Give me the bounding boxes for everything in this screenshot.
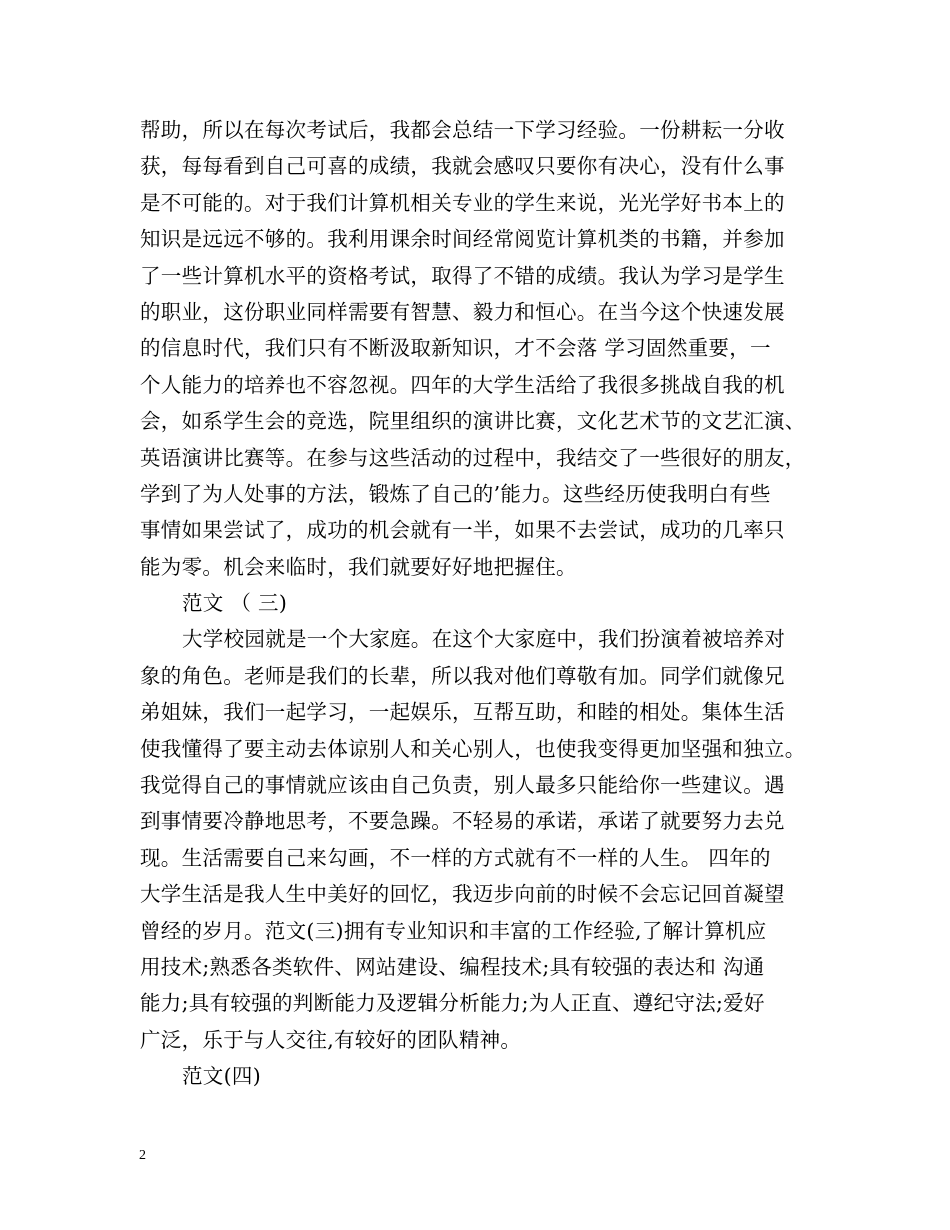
text-line: 学到了为人处事的方法，锻炼了自己的’能力。这些经历使我明白有些 [140,481,771,506]
text-line: 范文 （ 三) [182,591,288,616]
text-line: 是不可能的。对于我们计算机相关专业的学生来说，光光学好书本上的 [140,190,785,215]
text-line: 大学校园就是一个大家庭。在这个大家庭中，我们扮演着被培养对 [182,627,786,652]
text-line: 会，如系学生会的竞选，院里组织的演讲比赛，文化艺术节的文艺汇演、 [140,409,806,434]
text-line: 了一些计算机水平的资格考试，取得了不错的成绩。我认为学习是学生 [140,263,785,288]
text-line: 获，每每看到自己可喜的成绩，我就会感叹只要你有决心，没有什么事 [140,154,785,179]
text-line: 到事情要冷静地思考，不要急躁。不轻易的承诺，承诺了就要努力去兑 [140,809,785,834]
text-line: 的职业，这份职业同样需要有智慧、毅力和恒心。在当今这个快速发展 [140,299,785,324]
text-line: 曾经的岁月。范文(三)拥有专业知识和丰富的工作经验,了解计算机应 [140,918,767,943]
text-line: 帮助，所以在每次考试后，我都会总结一下学习经验。一份耕耘一分收 [140,118,785,142]
text-line: 大学生活是我人生中美好的回忆，我迈步向前的时候不会忘记回首凝望 [140,882,785,907]
text-line: 用技术;熟悉各类软件、网站建设、编程技术;具有较强的表达和 沟通 [140,954,765,979]
text-line: 事情如果尝试了，成功的机会就有一半，如果不去尝试，成功的几率只 [140,518,785,543]
page-number: 2 [139,1148,146,1163]
text-line: 能力;具有较强的判断能力及逻辑分析能力;为人正直、遵纪守法;爱好 [140,991,765,1016]
text-line: 能为零。机会来临时，我们就要好好地把握住。 [140,554,577,579]
text-line: 知识是远远不够的。我利用课余时间经常阅览计算机类的书籍，并参加 [140,227,785,252]
text-line: 范文(四) [182,1064,261,1089]
text-line: 广泛，乐于与人交往,有较好的团队精神。 [140,1027,522,1052]
text-line: 现。生活需要自己来勾画，不一样的方式就有不一样的人生。 四年的 [140,845,771,870]
text-line: 象的角色。老师是我们的长辈，所以我对他们尊敬有加。同学们就像兄 [140,663,785,688]
text-line: 弟姐妹，我们一起学习，一起娱乐，互帮互助，和睦的相处。集体生活 [140,700,785,725]
text-line: 我觉得自己的事情就应该由自己负责，别人最多只能给你一些建议。遇 [140,773,785,798]
text-line: 个人能力的培养也不容忽视。四年的大学生活给了我很多挑战自我的机 [140,372,785,397]
text-line: 的信息时代，我们只有不断汲取新知识，才不会落 学习固然重要，一 [140,336,771,361]
text-line: 英语演讲比赛等。在参与这些活动的过程中，我结交了一些很好的朋友， [140,445,806,470]
text-line: 使我懂得了要主动去体谅别人和关心别人，也使我变得更加坚强和独立。 [140,736,806,761]
document-body [140,112,820,1095]
